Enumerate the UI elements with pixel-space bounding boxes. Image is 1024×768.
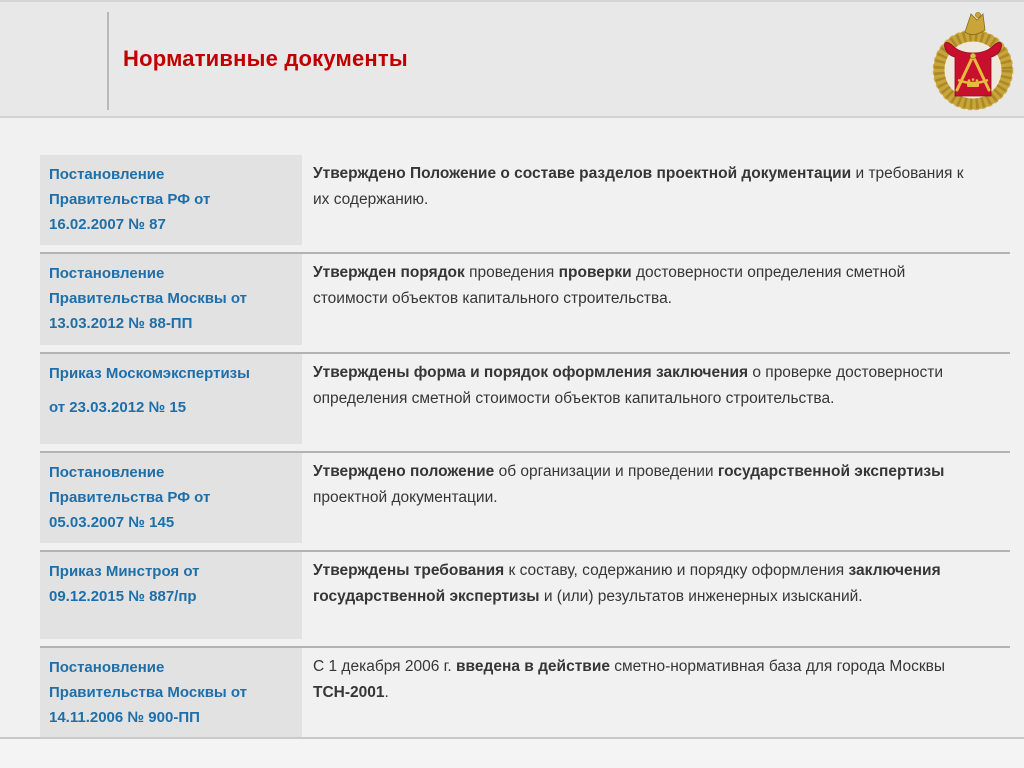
document-description-cell [302, 453, 974, 550]
table-row [40, 453, 1010, 552]
document-name-line: 14.11.2006 № 900-ПП [49, 709, 200, 726]
document-name-cell [40, 648, 302, 738]
description-bold-text: введена в действие [456, 658, 610, 675]
documents-table [40, 155, 1010, 747]
document-name-line: Правительства РФ от [49, 489, 211, 506]
document-name-cell [40, 453, 302, 543]
table-row [40, 552, 1010, 648]
document-name-line: 05.03.2007 № 145 [49, 514, 175, 531]
description-bold-text: государственной экспертизы [717, 463, 945, 480]
document-description-cell [302, 254, 974, 352]
description-text: и (или) результатов инженерных изысканий. [539, 587, 863, 605]
table-row [40, 354, 1010, 453]
document-name-line: от 23.03.2012 № 15 [49, 399, 187, 416]
document-name-line: 16.02.2007 № 87 [49, 216, 166, 233]
document-name-line: Постановление [49, 464, 165, 481]
document-name-line: Постановление [49, 659, 165, 676]
document-name-line: Приказ Минстроя от [49, 563, 200, 580]
description-text: к составу, содержанию и порядку оформления [504, 562, 849, 579]
description-bold-text: заключения государственной экспертизы [313, 562, 941, 605]
description-bold-text: Утвержден порядок [313, 264, 465, 281]
description-bold-text: Утверждены требования [313, 562, 505, 579]
description-text: проектной документации. [313, 488, 498, 506]
document-name-line: 13.03.2012 № 88-ПП [49, 315, 193, 332]
description-text: сметно-нормативная база для города Москвы [609, 658, 946, 675]
document-description-cell [302, 155, 974, 252]
description-text: достоверности определения сметной стоимости объектов капитального строительства. [313, 264, 906, 307]
document-name-line: 09.12.2015 № 887/пр [49, 588, 197, 605]
table-row [40, 155, 1010, 254]
document-description-cell [302, 354, 974, 451]
description-bold-text: Утверждено положение [313, 463, 495, 480]
document-name-line: Правительства Москвы от [49, 290, 248, 307]
wreath-emblem-icon [931, 6, 1015, 116]
description-text: С 1 декабря 2006 г. [313, 658, 457, 675]
slide-header [0, 0, 1024, 118]
table-row [40, 254, 1010, 354]
description-text: и требования к их содержанию. [313, 165, 964, 208]
document-name-cell [40, 254, 302, 345]
table-row [40, 648, 1010, 747]
document-name-line: Правительства Москвы от [49, 684, 248, 701]
document-name-line: Правительства РФ от [49, 191, 211, 208]
org-logo [931, 6, 1015, 116]
description-text: проведения [464, 264, 559, 281]
description-bold-text: проверки [558, 264, 632, 281]
document-description-cell [302, 648, 974, 747]
description-text: об организации и проведении [494, 463, 718, 480]
description-bold-text: Утверждено Положение о составе разделов проектной документации [313, 165, 852, 182]
document-name-cell [40, 155, 302, 245]
document-name-cell [40, 552, 302, 639]
document-name-cell [40, 354, 302, 444]
description-bold-text: ТСН-2001 [313, 683, 385, 701]
description-text: о проверке достоверности определения сметной стоимости объектов капитального строительства. [313, 364, 944, 407]
title-divider-line [107, 12, 109, 110]
document-name-line: Постановление [49, 265, 165, 282]
description-text: . [384, 683, 389, 701]
footer-strip [0, 739, 1024, 768]
document-description-cell [302, 552, 974, 646]
document-name-line: Приказ Москомэкспертизы [49, 365, 250, 382]
page-title: Нормативные документы [123, 46, 408, 71]
description-bold-text: Утверждены форма и порядок оформления заключения [313, 364, 749, 381]
document-name-line: Постановление [49, 166, 165, 183]
